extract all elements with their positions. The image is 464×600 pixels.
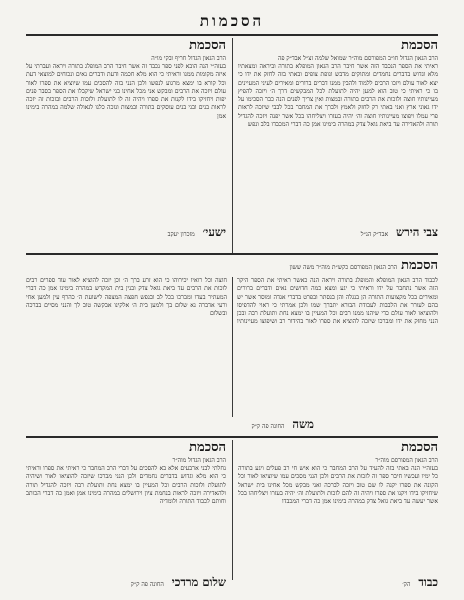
signature-name: כבוד [418,575,438,589]
approbation-subheading: הרב הגאון הגדול חו״ב המפורסם מוה״ר שמואל שלמה זצ״ל אבד״ק פה [277,55,438,62]
approbation-subheading: הרב הגאון הגדול מוה״ר [172,457,226,464]
approbation-5 [26,440,226,575]
approbation-3-signature [114,418,314,433]
approbation-subheading: הרב הגאון המפורסם מוה״ר [375,457,438,464]
approbation-body: בעזה״י הנה הובא לפני ספר נכבד זה אשר חיבר הרב המופלג בתורה ויראה ועברתי על איזה מקומות ממנו וראיתי כי הוא מלא חכמה ודעת ודברים נאים ונכוחים למוצאי דעת וכל קורא בו ימצא מרגוע לנפשו ולכן הנני בזה להסכים עמו שיוציא את ספרו לאור עולם ויזכה את הרבים ומבקש אני מכל אחינו בני ישראל שיקבלו את הספר בסבר פנים יפות ויחזיקו בידו לקנות את ספרו ויהיה זה לו לתועלת ולזכות הרבים ובזכות זה יזכה לראות בנים ובני בנים עוסקים בתורה ובמצות ונזכה כלנו לגאולה שלמה במהרה בימינו אמן [26,63,226,120]
approbation-2-signature [26,226,226,241]
approbation-5-signature [26,576,226,591]
approbation-1 [238,38,438,224]
approbation-body: ראיתי את הספר הנכבד הזה אשר חיבר הרב הגאון המופלא בתורה וביראה ומצאתיו מלא וגדוש בדברים נחמדים ומתוקים מדבש ונופת צופים ובאתי בזה לחזק את ידו כי יצא לאור עולם ויזכו הרבים ללמוד ולהבין ממנו דברים ברורים ומאירים לעיני המעיינים בו כי ראיתי כי טוב הוא למען יהיה לתועלת לכל המבקשים דרך ה׳ ויזכה להפיץ מעיינותיו חוצה ולזכות את הרבים בתורה ובמצות ואין צריך לפנים הנה כבר הסכימו על ידו גאוני ארץ ואני באתי רק לחזק ולאמץ ולברך את המחבר בכל לבבי שיזכה לראות פרי עמלו ויפוצו מעיינותיו חוצה וה׳ יהיה בעזרו ויצליחהו בכל אשר יפנה ויזכה להגדיל תורה ולהאדירה עד ביאת גואל צדק במהרה בימינו אמן כה דברי המכבדו בלב ונפש [238,63,438,129]
approbation-body: בעזה״י הנה באתי בזה להעיד על הרב המחבר כי הוא איש חי רב פעלים ויגע בתורה כל ימיו ועכשיו חיבר ספר זה לזכות את הרבים ולכן הנני מסכים עמו שיוציאו לאור וכל הקונה את ספרו יקנה לו שם טוב ויזכה לברכה ואני מבקש מכל אחינו בית ישראל שיחזיקו בידו ויקנו את ספרו ויהיה זה להם לזכות ולתועלת וה׳ יהיה בעזרו ויצליחהו בכל אשר יעשה עד ביאת גואל צדק במהרה בימינו אמן כה דברי המכבדו [238,465,438,506]
approbation-subheading: הרב הגאון הגדול חריף ובקי מו״ה [151,55,226,62]
middle-divider [26,253,438,255]
approbation-body: לכבוד הרב הגאון המופלא והמופלג בתורה ויראה הנה כאשר ראיתי את הספר היקר הזה אשר נתחבר על ידו וראיתי כי יגע ומצא כמה חדושים נאים ודברים ברורים ומאירים בכל מקצועות התורה הן בנגלה והן בנסתר ובפרט בדברי אגדה ומוסר אשר יש בהם לעורר את הלבבות לעבודת הבורא יתברך שמו ולכן אמרתי כי ראוי להדפיסו ולהוציאו לאור עולם כדי שיהנו ממנו רבים וכל המעיין בו ימצא נחת ותועלת רבה ובכן הנני מחזק את ידו ומברכו שיזכה להוציא את ספרו לאור בהידור רב ושיפוצו מעיינותיו חוצה וכל רואיו יכירוהו כי הוא זרע ברך ה׳ וכן יזכה להוציא לאור עוד ספרים רבים לזכות את הרבים עד ביאת גואל צדק ובנין בית המקדש במהרה בימינו אמן כה דברי המעתיר בעדו ומברכו בכל לב ובנפש חפצה המצפה לישועת ה׳ כהרף עין ולמען אחי ורעי אדברה נא שלום בך ולמען בית ה׳ אלקינו אבקשה טוב לך והנני מסיים בברכה ובשלום [26,277,438,326]
lower-divider [26,436,438,438]
approbation-heading: הסכמת [401,38,438,53]
approbation-4 [238,440,438,575]
column-divider-upper [232,38,233,253]
signature-title: אבד״ק הנ״ל [360,231,389,238]
signature-title: הק׳ [402,581,411,588]
signature-name: ישעי׳ [202,225,226,239]
approbation-heading: הסכמת [401,440,438,455]
signature-title: החונה פה ק״ק [251,423,285,430]
signature-title: מזכרון יעקב [167,231,195,238]
approbation-heading [26,258,438,275]
approbation-heading: הסכמת [189,440,226,455]
page-title: הסכמות [199,12,265,30]
approbation-body: נחלתי לבני ארבעים אלא בא להסכים על דברי הרב המחבר כי ראיתי את ספרו וראיתי כי הוא מלא וגדוש בדברים נחמדים ולכן הנני מברכו שיזכה להוציאו לאור ושיהיה לתועלת ולזכות הרבים וכל המעיין בו ימצא נחת ותועלת רבה ויזכה להגדיל תורה ולהאדירה ויזכה לראות בנחמת ציון וירושלים במהרה בימינו אמן ואמן כה דברי הכותב וחותם לכבוד התורה ולומדיה [26,465,226,506]
approbation-3-heading-block [26,258,438,276]
signature-title: החונה פה ק״ק [130,581,164,588]
top-divider [26,34,438,36]
column-divider-lower [232,440,233,580]
approbation-4-signature [238,576,438,591]
approbation-heading-note: הרב הגאון המפורסם כקש״ת מוה״ר משה ששון [289,264,398,271]
signature-name: משה [292,417,314,431]
approbation-heading: הסכמת [189,38,226,53]
signature-name: שלום מרדכי [171,575,226,589]
approbation-heading-text: הסכמת [401,258,438,273]
signature-name: צבי הירש [395,225,438,239]
approbation-1-signature [238,226,438,241]
approbation-3-text [26,277,438,417]
approbation-2 [26,38,226,224]
